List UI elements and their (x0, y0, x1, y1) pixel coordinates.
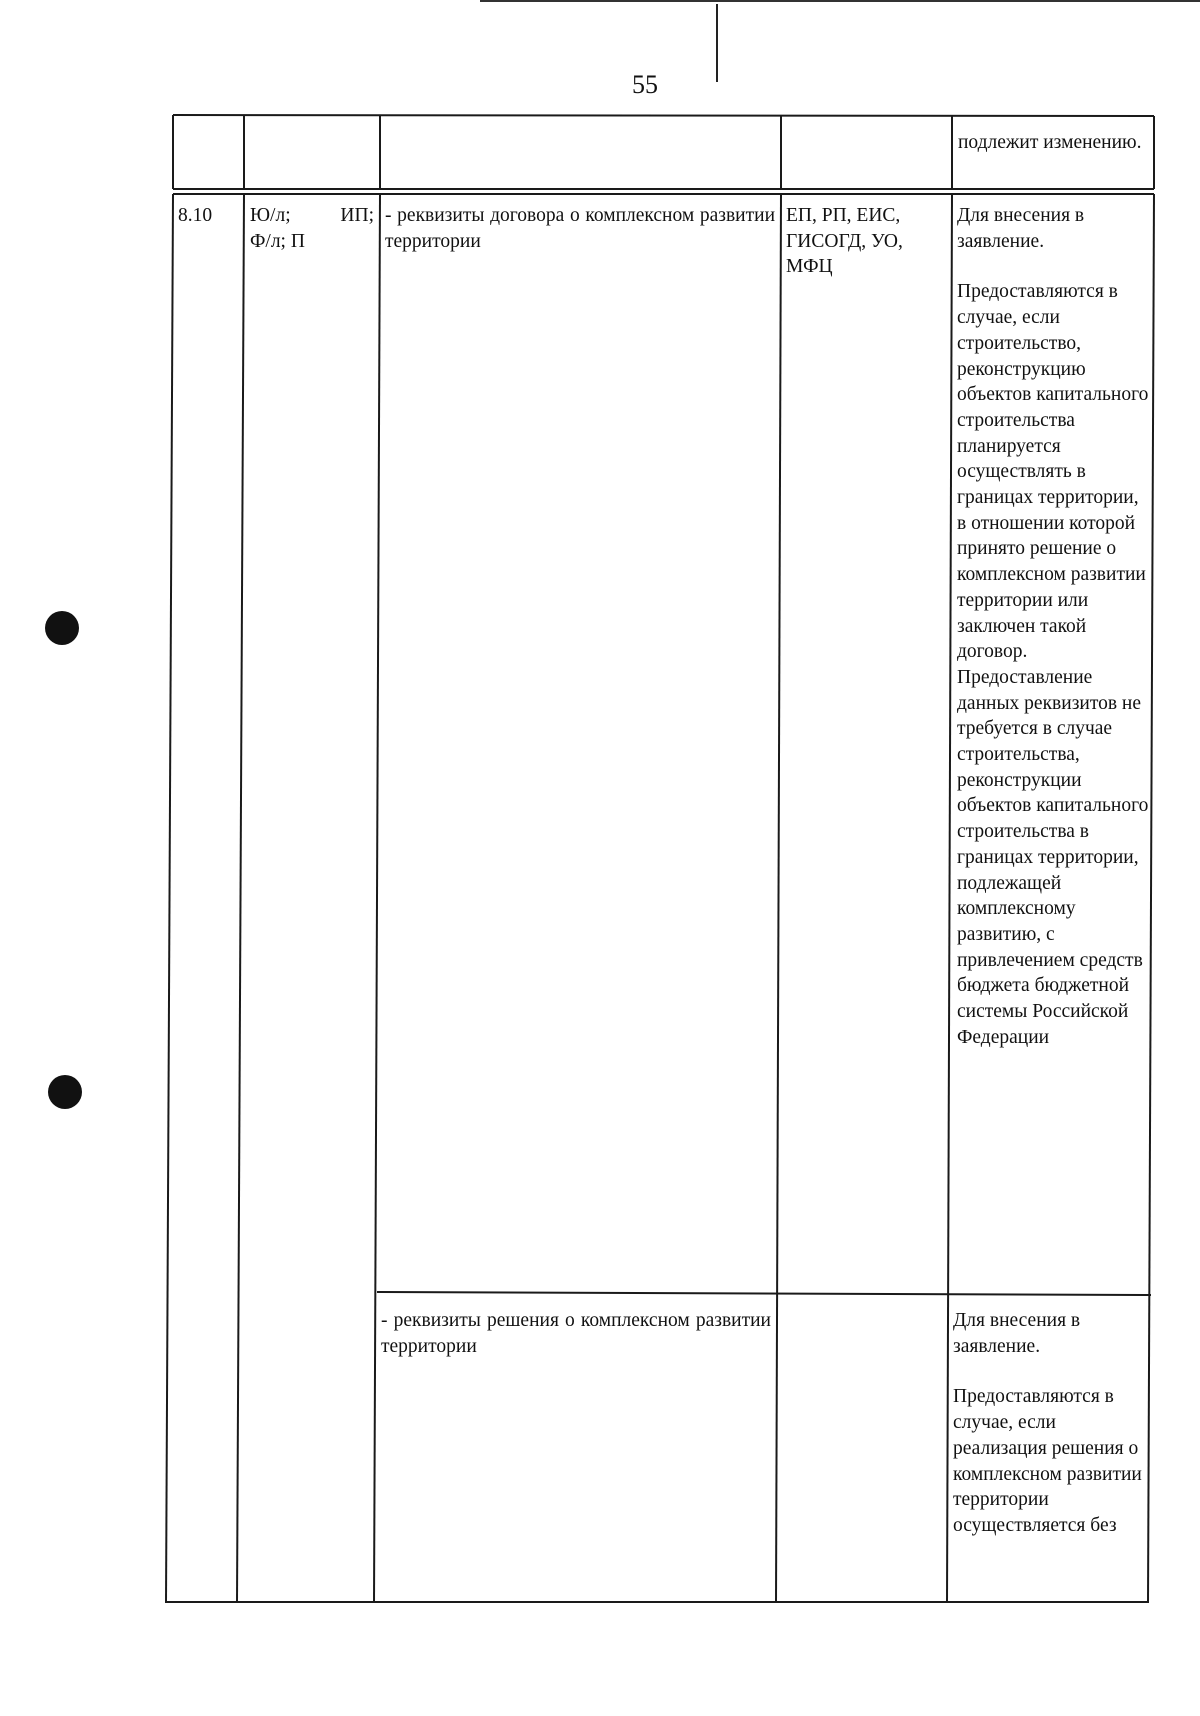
page-number: 55 (632, 70, 658, 99)
item-contract-note-detail: Предоставляются в случае, если строительство, реконструкцию объектов капитального строительства планируется осуществлять в границах территории, в отношении которой принято решение о комплексном развитии территории или заключен такой договор. Предоставление данных реквизитов не требуется в случае строительства, реконструкции объектов капитального строительства в границах территории, подлежащей комплексному развитию, с привлечением средств бюджета бюджетной системы Российской Федерации (957, 281, 1149, 1048)
applicant-type-individual: Ф/л; П (250, 230, 305, 252)
item-contract-name: - реквизиты договора о комплексном развитии территории (385, 205, 775, 252)
item-decision-name: - реквизиты решения о комплексном развитии территории (381, 1310, 771, 1357)
continued-row-note: подлежит изменению. (958, 132, 1142, 153)
item-decision-note (953, 1308, 1146, 1539)
applicant-types (250, 203, 374, 254)
info-sources: ЕП, РП, ЕИС, ГИСОГД, УО, МФЦ (786, 205, 903, 278)
item-decision-note-detail: Предоставляются в случае, если реализация решения о комплексном развитии территории осуществляется без (953, 1386, 1142, 1536)
row-number: 8.10 (178, 205, 213, 226)
item-decision-note-purpose: Для внесения в заявление. (953, 1310, 1081, 1357)
item-contract-note (957, 203, 1149, 1051)
applicant-type-legal: Ю/л; (250, 205, 291, 226)
item-contract-note-purpose: Для внесения в заявление. (957, 205, 1085, 252)
applicant-type-entrepreneur: ИП; (340, 205, 374, 226)
